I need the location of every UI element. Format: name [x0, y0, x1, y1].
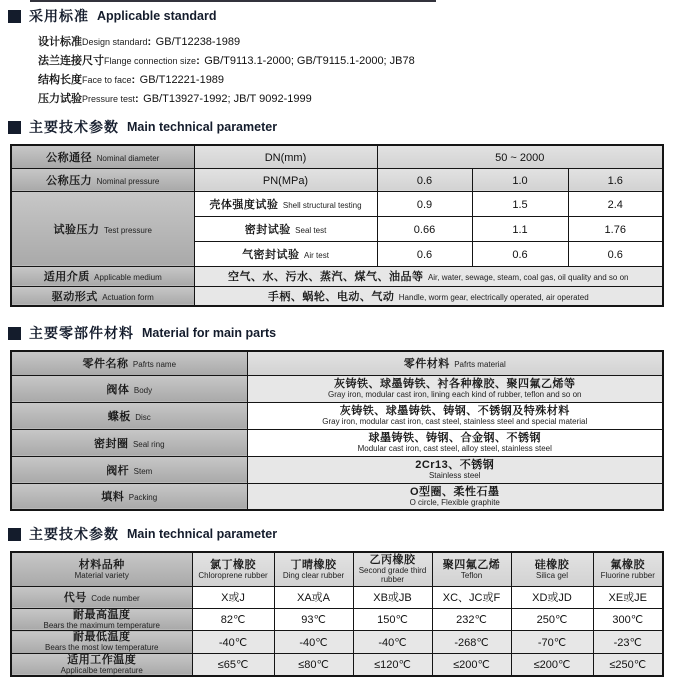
cell-seal-10 [472, 216, 568, 241]
standard-item-flange [38, 51, 668, 70]
temp-value: -23℃ [613, 636, 642, 649]
medium-zh: 空气、水、污水、蒸汽、煤气、油品等 [227, 271, 424, 283]
part-zh: 密封圈 [93, 437, 129, 450]
label-zh: 试验压力 [53, 223, 100, 236]
temp-value: -268℃ [454, 636, 489, 649]
cell-workt-5 [593, 653, 663, 676]
cell-code-3 [432, 586, 511, 608]
cell-code-5 [593, 586, 663, 608]
col-zh: 氟橡胶 [610, 558, 645, 571]
material-en: Gray iron, modular cast iron, cast steel, stainless steel and special material [322, 416, 588, 426]
standard-value: GB/T12238-1989 [155, 36, 241, 48]
section-bullet-icon [8, 121, 21, 134]
cell-disc-label [11, 402, 247, 429]
cell-pn-10 [472, 168, 568, 191]
standard-label-zh: 设计标准 [38, 36, 82, 48]
standard-item-face-to-face [38, 70, 668, 89]
row-zh: 耐最高温度 [73, 608, 131, 621]
sublabel-en: Air test [304, 250, 329, 260]
cell-seal-ring-label [11, 429, 247, 456]
temp-value: -40℃ [299, 636, 328, 649]
material-zh: 球墨铸铁、铸钢、合金钢、不锈钢 [368, 431, 541, 444]
test-value: 0.6 [607, 248, 623, 261]
temp-value: ≤65℃ [217, 659, 249, 672]
pn-value: 1.0 [512, 174, 528, 187]
temp-value: -70℃ [537, 636, 567, 649]
col-zh: 聚四氟乙烯 [442, 558, 501, 571]
temp-value: 82℃ [220, 614, 246, 627]
section-title-zh: 主要零部件材料 [29, 325, 134, 341]
cell-seal-16 [568, 216, 663, 241]
cell-workt-1 [274, 653, 353, 676]
standard-value: GB/T12221-1989 [139, 74, 225, 86]
sublabel-zh: 壳体强度试验 [209, 198, 279, 211]
test-value: 0.9 [416, 198, 433, 211]
cell-medium-label [11, 266, 194, 286]
test-value: 1.76 [604, 223, 626, 236]
section-heading-standards [8, 6, 668, 26]
cell-mint-0 [192, 631, 274, 654]
code-value: XD或JD [532, 592, 572, 604]
code-value: XA或A [296, 592, 330, 604]
cell-medium-value [194, 266, 663, 286]
cell-test-pressure-label [11, 191, 194, 266]
cell-packing-label [11, 483, 247, 510]
row-nominal-diameter [11, 145, 663, 168]
colon: : [131, 74, 136, 86]
col-zh: 丁晴橡胶 [290, 558, 337, 571]
header-zh: 零件名称 [82, 358, 129, 371]
cell-actuation-label [11, 286, 194, 306]
cell-mint-4 [511, 631, 593, 654]
cell-min-temp-label [11, 631, 192, 654]
row-actuation-form [11, 286, 663, 306]
section-title-en: Main technical parameter [127, 120, 278, 134]
col-en: Fluorine rubber [600, 570, 655, 580]
sublabel-en: Seal test [295, 225, 327, 235]
row-max-temperature [11, 608, 663, 631]
colon: : [147, 36, 152, 48]
cell-code-0 [192, 586, 274, 608]
label-en: Test pressure [103, 225, 152, 235]
medium-en: Air, water, sewage, steam, coal gas, oil quality and so on [427, 273, 629, 282]
cell-workt-3 [432, 653, 511, 676]
material-zh: 2Cr13、不锈钢 [415, 458, 495, 471]
standard-item-pressure-test [38, 89, 668, 108]
cell-parts-name-header [11, 351, 247, 375]
part-zh: 阀杆 [106, 464, 130, 477]
cell-workt-0 [192, 653, 274, 676]
cell-maxt-1 [274, 608, 353, 631]
standard-value: GB/T9113.1-2000; GB/T9115.1-2000; JB78 [204, 55, 415, 67]
row-disc [11, 402, 663, 429]
standard-label-zh: 法兰连接尺寸 [38, 55, 104, 67]
corner-zh: 材料品种 [78, 558, 125, 571]
header-en: Pafrts name [132, 360, 177, 370]
material-zh: 灰铸铁、球墨铸铁、衬各种橡胶、聚四氟乙烯等 [334, 377, 576, 390]
cell-maxt-4 [511, 608, 593, 631]
cell-body-label [11, 375, 247, 402]
part-en: Stem [133, 466, 153, 476]
cell-stem-label [11, 456, 247, 483]
part-en: Body [133, 385, 153, 395]
test-value: 2.4 [607, 198, 623, 211]
material-en: O circle, Flexible graphite [409, 497, 500, 507]
test-value: 0.6 [416, 248, 433, 261]
standards-list [38, 32, 668, 108]
label-en: Actuation form [102, 292, 154, 302]
cell-air-16 [568, 241, 663, 266]
cell-body-material [247, 375, 663, 402]
standard-label-en: Flange connection size [104, 56, 197, 66]
section-title-en: Main technical parameter [127, 527, 278, 541]
row-en: Bears the maximum temperature [43, 620, 160, 630]
actuation-en: Handle, worm gear, electrically operated, air operated [398, 292, 589, 302]
row-en: Code number [91, 594, 140, 603]
cell-col-teflon [432, 552, 511, 586]
cell-nominal-diameter-label [11, 145, 194, 168]
section-title-zh: 主要技术参数 [29, 526, 119, 542]
cell-workt-2 [353, 653, 432, 676]
section-heading-rubber-parameters [8, 524, 668, 544]
pn-unit-text: PN(MPa) [262, 174, 309, 187]
cell-stem-material [247, 456, 663, 483]
row-packing [11, 483, 663, 510]
label-zh: 适用介质 [43, 271, 90, 283]
code-value: X或J [221, 592, 245, 604]
temp-value: 232℃ [456, 614, 487, 627]
row-body [11, 375, 663, 402]
cell-maxt-5 [593, 608, 663, 631]
cell-dn-unit [194, 145, 377, 168]
section-heading-materials [8, 323, 668, 343]
part-en: Disc [135, 412, 151, 422]
cell-seal-06 [377, 216, 472, 241]
standard-label-zh: 结构长度 [38, 74, 82, 86]
cell-shell-test-label [194, 191, 377, 216]
cell-packing-material [247, 483, 663, 510]
materials-table [10, 350, 664, 511]
row-zh: 代号 [63, 592, 87, 604]
code-value: XB或JB [373, 592, 412, 604]
code-value: XE或JE [608, 592, 647, 604]
row-applicable-medium [11, 266, 663, 286]
pn-value: 1.6 [607, 174, 623, 187]
section-title-zh: 主要技术参数 [29, 119, 119, 135]
row-stem [11, 456, 663, 483]
standard-value: GB/T13927-1992; JB/T 9092-1999 [143, 93, 312, 105]
part-zh: 阀体 [106, 383, 130, 396]
cell-mint-2 [353, 631, 432, 654]
test-value: 1.5 [512, 198, 528, 211]
cell-disc-material [247, 402, 663, 429]
standard-item-design [38, 32, 668, 51]
technical-parameters-table [10, 144, 664, 307]
col-zh: 乙丙橡胶 [369, 554, 416, 567]
temp-value: 93℃ [301, 614, 326, 627]
col-en: Chloroprene rubber [198, 570, 268, 580]
cell-nominal-pressure-label [11, 168, 194, 191]
cell-maxt-0 [192, 608, 274, 631]
temp-value: -40℃ [218, 636, 248, 649]
cell-material-variety-header [11, 552, 192, 586]
standard-label-en: Pressure test [82, 94, 136, 104]
cell-mint-3 [432, 631, 511, 654]
cell-col-epdm [353, 552, 432, 586]
cell-col-chloroprene [192, 552, 274, 586]
colon: : [196, 55, 200, 67]
material-en: Modular cast iron, cast steel, alloy steel, stainless steel [357, 443, 552, 453]
cell-code-label [11, 586, 192, 608]
cell-max-temp-label [11, 608, 192, 631]
material-zh: 灰铸铁、球墨铸铁、铸钢、不锈钢及特殊材料 [339, 404, 570, 417]
section-title-zh: 采用标准 [29, 8, 89, 24]
page-crop-artifact-line [30, 0, 436, 2]
cell-working-temp-label [11, 653, 192, 676]
cell-actuation-value [194, 286, 663, 306]
col-en: Second grade third rubber [358, 566, 427, 584]
rubber-parameters-table [10, 551, 664, 677]
cell-shell-16 [568, 191, 663, 216]
row-zh: 耐最低温度 [73, 631, 131, 643]
row-working-temperature [11, 653, 663, 676]
cell-col-nitrile [274, 552, 353, 586]
row-rubber-header [11, 552, 663, 586]
cell-mint-1 [274, 631, 353, 654]
section-bullet-icon [8, 10, 21, 23]
row-seal-ring [11, 429, 663, 456]
cell-shell-10 [472, 191, 568, 216]
col-en: Teflon [460, 570, 483, 580]
label-zh: 驱动形式 [51, 290, 98, 303]
label-en: Nominal pressure [96, 176, 160, 186]
section-bullet-icon [8, 327, 21, 340]
cell-code-4 [511, 586, 593, 608]
material-en: Stainless steel [428, 470, 481, 480]
cell-maxt-3 [432, 608, 511, 631]
part-zh: 填料 [101, 491, 125, 504]
cell-dn-range [377, 145, 663, 168]
label-en: Applicable medium [94, 273, 162, 282]
cell-parts-material-header [247, 351, 663, 375]
cell-workt-4 [511, 653, 593, 676]
header-en: Pafrts material [454, 360, 506, 370]
label-zh: 公称压力 [46, 174, 93, 187]
cell-code-1 [274, 586, 353, 608]
cell-pn-unit [194, 168, 377, 191]
cell-code-2 [353, 586, 432, 608]
sublabel-zh: 气密封试验 [242, 248, 300, 261]
section-heading-technical-parameters [8, 117, 668, 137]
temp-value: ≤120℃ [374, 659, 411, 672]
section-title-en: Material for main parts [142, 326, 277, 340]
temp-value: ≤80℃ [298, 659, 329, 672]
part-zh: 蝶板 [107, 410, 131, 423]
row-nominal-pressure [11, 168, 663, 191]
row-code-number [11, 586, 663, 608]
temp-value: ≤250℃ [609, 659, 647, 672]
row-shell-test [11, 191, 663, 216]
row-materials-header [11, 351, 663, 375]
temp-value: 150℃ [377, 614, 408, 627]
temp-value: 250℃ [536, 614, 568, 627]
material-en: Gray iron, modular cast iron, lining each kind of rubber, teflon and so on [328, 389, 582, 399]
cell-air-10 [472, 241, 568, 266]
cell-mint-5 [593, 631, 663, 654]
test-value: 0.6 [512, 248, 528, 261]
cell-seal-test-label [194, 216, 377, 241]
row-min-temperature [11, 631, 663, 654]
cell-col-fluorine [593, 552, 663, 586]
cell-pn-16 [568, 168, 663, 191]
sublabel-zh: 密封试验 [244, 223, 291, 236]
test-value: 0.66 [413, 223, 436, 236]
pn-value: 0.6 [416, 174, 433, 187]
code-value: XC、JC或F [442, 592, 501, 604]
part-en: Seal ring [132, 439, 165, 449]
col-en: Ding clear rubber [282, 570, 345, 580]
row-en: Applicalbe temperature [60, 665, 143, 675]
section-bullet-icon [8, 528, 21, 541]
colon: : [135, 93, 139, 105]
col-zh: 氯丁橡胶 [210, 558, 256, 571]
actuation-zh: 手柄、蜗轮、电动、气动 [267, 290, 395, 303]
temp-value: 300℃ [612, 614, 644, 627]
dn-range-text: 50 ~ 2000 [495, 151, 545, 164]
row-en: Bears the most low temperature [45, 643, 159, 652]
section-title-en: Applicable standard [97, 9, 217, 23]
sublabel-en: Shell structural testing [282, 200, 362, 210]
temp-value: ≤200℃ [533, 659, 571, 672]
dn-unit-text: DN(mm) [264, 151, 307, 164]
corner-en: Material variety [74, 570, 129, 580]
cell-shell-06 [377, 191, 472, 216]
temp-value: ≤200℃ [453, 659, 490, 672]
cell-air-test-label [194, 241, 377, 266]
cell-air-06 [377, 241, 472, 266]
part-en: Packing [128, 493, 158, 503]
standard-label-en: Design standard [82, 37, 148, 47]
cell-pn-06 [377, 168, 472, 191]
label-zh: 公称通径 [46, 151, 93, 164]
cell-maxt-2 [353, 608, 432, 631]
standard-label-en: Face to face [82, 75, 132, 85]
col-en: Silica gel [535, 570, 568, 580]
standard-label-zh: 压力试验 [38, 93, 82, 105]
material-zh: O型圈、柔性石墨 [409, 485, 500, 498]
cell-seal-ring-material [247, 429, 663, 456]
cell-col-silica [511, 552, 593, 586]
test-value: 1.1 [512, 223, 528, 236]
label-en: Nominal diameter [96, 153, 160, 163]
temp-value: -40℃ [378, 636, 407, 649]
header-zh: 零件材料 [403, 358, 450, 371]
row-zh: 适用工作温度 [67, 653, 137, 666]
col-zh: 硅橡胶 [534, 558, 570, 571]
